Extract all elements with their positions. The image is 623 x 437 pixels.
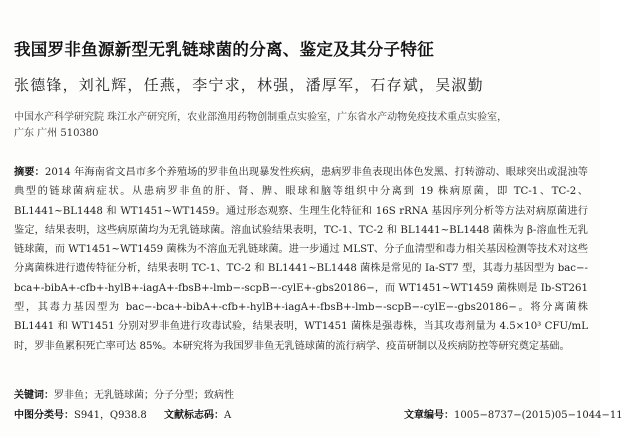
abstract-label: 摘要： xyxy=(14,167,45,178)
doc-code-value: A xyxy=(224,410,232,421)
affiliation xyxy=(14,110,589,142)
affiliation-line-1: 中国水产科学研究院 珠江水产研究所，农业部渔用药物创制重点实验室，广东省水产动物免疫技术重点实验室， xyxy=(14,112,508,123)
article-value: 1005−8737−(2015)05−1044−11 xyxy=(454,410,623,421)
article-number xyxy=(404,406,623,421)
clc-number xyxy=(14,406,164,421)
paper-title: 我国罗非鱼源新型无乳链球菌的分离、鉴定及其分子特征 xyxy=(14,40,434,59)
article-label: 文章编号： xyxy=(404,410,454,421)
doc-code-label: 文献标志码： xyxy=(164,410,224,421)
abstract xyxy=(14,163,588,356)
keywords-text: 罗非鱼；无乳链球菌；分子分型；致病性 xyxy=(54,390,234,401)
author-list: 张德锋，刘礼辉，任燕，李宁求，林强，潘厚军，石存斌，吴淑勤 xyxy=(14,76,484,94)
keywords-label: 关键词： xyxy=(14,390,54,401)
clc-value: S941，Q938.8 xyxy=(74,410,147,421)
classification-line xyxy=(14,406,623,421)
clc-label: 中图分类号： xyxy=(14,410,74,421)
keywords xyxy=(14,386,592,401)
affiliation-line-2: 广东 广州 510380 xyxy=(14,128,99,139)
document-code xyxy=(164,406,404,421)
abstract-text: 2014 年海南省文昌市多个养殖场的罗非鱼出现暴发性疾病，患病罗非鱼表现出体色发黑、打转游动、眼球突出或混浊等典型的链球菌病症状。从患病罗非鱼的肝、肾、脾、眼球和脑等组织中分离到 19 株病原菌，即 TC-1、TC-2、BL1441~BL1448 和 WT1451~WT1459。通过形态观察、生理生化特征和 16S rRNA 基因序列分析等方法对病原菌进行鉴定，结果表明，这些病原菌均为无乳链球菌。溶血试验结果表明，TC-1、TC-2 和 BL1441~BL1448 菌株为 β-溶血性无乳链球菌，而 WT1451~WT1459 菌株为不溶血无乳链球菌。进一步通过 MLST、分子血清型和毒力相关基因检测等技术对这些分离菌株进行遗传特征分析，结果表明 TC-1、TC-2 和 BL1441~BL1448 菌株是常见的 Ia-ST7 型，其毒力基因型为 bac−-bca+-bibA+-cfb+-hylB+-iagA+-fbsB+-lmb−-scpB−-cylE+-gbs20186−，而 WT1451~WT1459 菌株则是 Ib-ST261 型，其毒力基因型为 bac−-bca+-bibA+-cfb+-hylB+-iagA+-fbsB+-lmb−-scpB−-cylE−-gbs20186−。将分离菌株 BL1441 和 WT1451 分别对罗非鱼进行攻毒试验，结果表明，WT1451 菌株是强毒株，当其攻毒剂量为 4.5×10³ CFU/mL 时，罗非鱼累积死亡率可达 85%。本研究将为我国罗非鱼无乳链球菌的流行病学、疫苗研制以及疾病防控等研究奠定基础。 xyxy=(14,167,588,352)
